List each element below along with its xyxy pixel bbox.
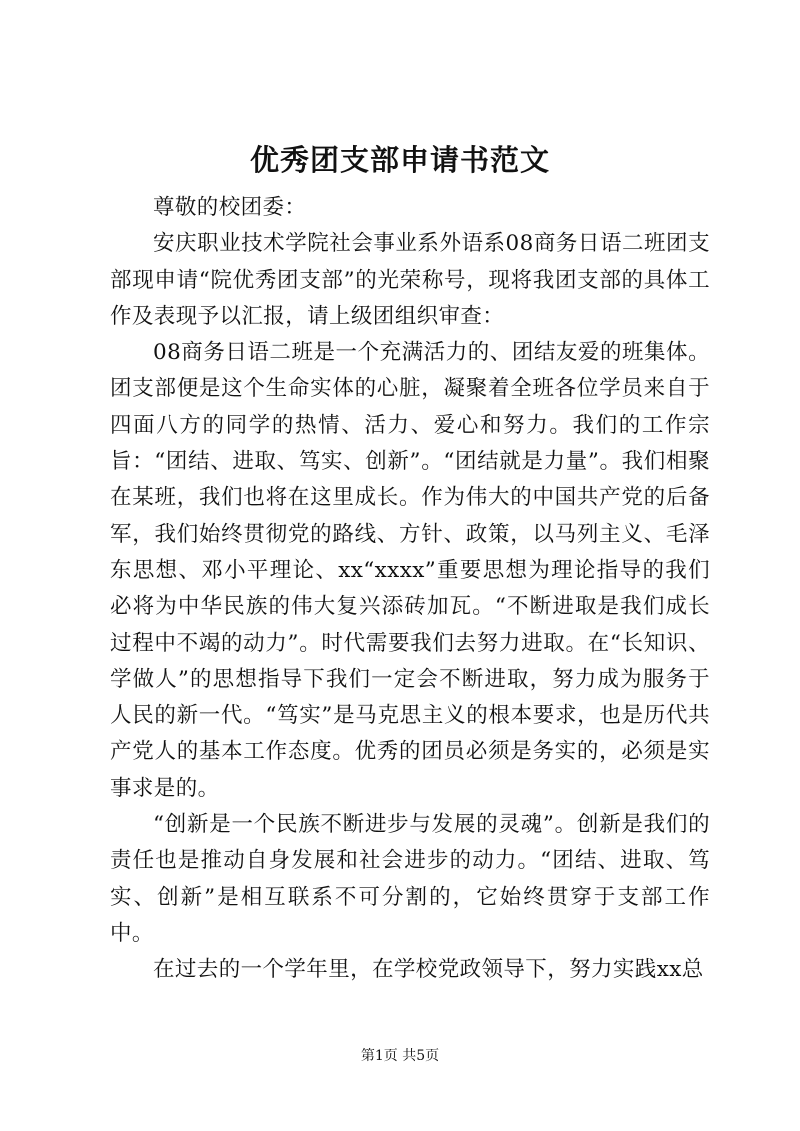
past-year-paragraph: 在过去的一个学年里，在学校党政领导下，努力实践xx总 [153, 957, 704, 983]
salutation: 尊敬的校团委： [153, 195, 307, 220]
page-number-footer: 第1页 共5页 [360, 1048, 440, 1064]
document-body [110, 190, 710, 989]
innovation-paragraph: “创新是一个民族不断进步与发展的灵魂”。创新是我们的责任也是推动自身发展和社会进步的动力。“团结、进取、笃实、创新”是相互联系不可分割的，它始终贯穿于支部工作中。 [110, 812, 710, 946]
intro-paragraph: 安庆职业技术学院社会事业系外语系08商务日语二班团支部现申请“院优秀团支部”的光荣称号，现将我团支部的具体工作及表现予以汇报，请上级团组织审查： [110, 231, 710, 329]
class-description-paragraph: 08商务日语二班是一个充满活力的、团结友爱的班集体。团支部便是这个生命实体的心脏，凝聚着全班各位学员来自于四面八方的同学的热情、活力、爱心和努力。我们的工作宗旨：“团结、进取、笃实、创新”。“团结就是力量”。我们相聚在某班，我们也将在这里成长。作为伟大的中国共产党的后备军，我们始终贯彻党的路线、方针、政策，以马列主义、毛泽东思想、邓小平理论、xx“xxxx”重要思想为理论指导的我们必将为中华民族的伟大复兴添砖加瓦。“不断进取是我们成长过程中不竭的动力”。时代需要我们去努力进取。在“长知识、学做人”的思想指导下我们一定会不断进取，努力成为服务于人民的新一代。“笃实”是马克思主义的根本要求，也是历代共产党人的基本工作态度。优秀的团员必须是务实的，必须是实事求是的。 [110, 340, 710, 801]
document-title: 优秀团支部申请书范文 [249, 143, 550, 177]
